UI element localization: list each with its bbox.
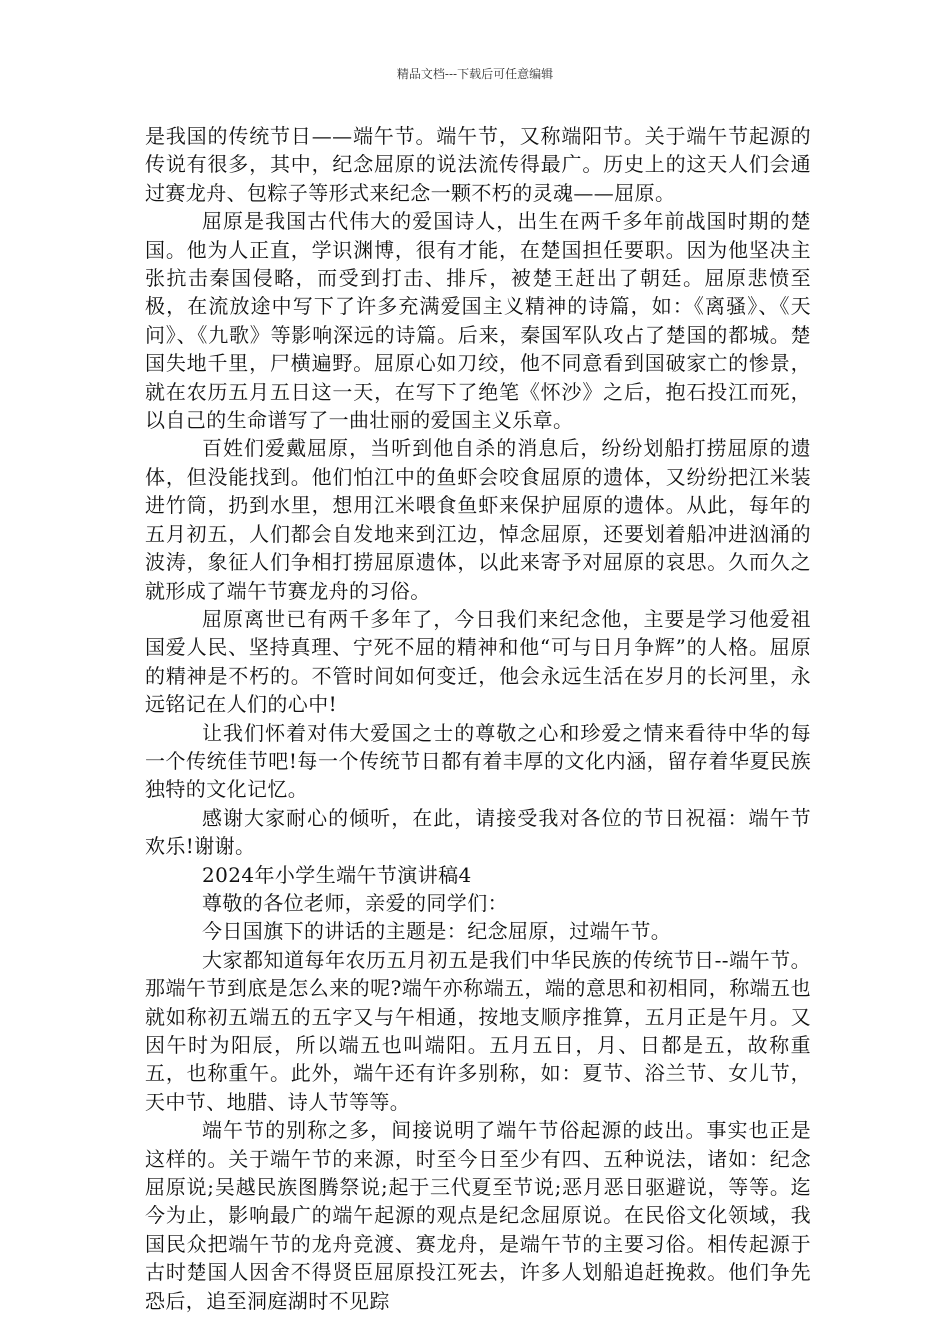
paragraph-3: 百姓们爱戴屈原，当听到他自杀的消息后，纷纷划船打捞屈原的遗体，但没能找到。他们怕江中的鱼虾会咬食屈原的遗体，又纷纷把江米装进竹筒，扔到水里，想用江米喂食鱼虾来保护屈原的遗体。从此，每年的五月初五，人们都会自发地来到江边，悼念屈原，还要划着船冲进汹涌的波涛，象征人们争相打捞屈原遗体，以此来寄予对屈原的哀思。久而久之就形成了端午节赛龙舟的习俗。 xyxy=(145,436,811,603)
paragraph-2: 屈原是我国古代伟大的爱国诗人，出生在两千多年前战国时期的楚国。他为人正直，学识渊博，很有才能，在楚国担任要职。因为他坚决主张抗击秦国侵略，而受到打击、排斥，被楚王赶出了朝廷。屈原悲愤至极，在流放途中写下了许多充满爱国主义精神的诗篇，如：《离骚》、《天问》、《九歌》等影响深远的诗篇。后来，秦国军队攻占了楚国的都城。楚国失地千里，尸横遍野。屈原心如刀绞，他不同意看到国破家亡的惨景，就在农历五月五日这一天，在写下了绝笔《怀沙》之后，抱石投江而死，以自己的生命谱写了一曲壮丽的爱国主义乐章。 xyxy=(145,209,811,433)
document-body xyxy=(145,122,811,1315)
paragraph-9: 端午节的别称之多，间接说明了端午节俗起源的歧出。事实也正是这样的。关于端午节的来源，时至今日至少有四、五种说法，诸如：纪念屈原说;吴越民族图腾祭说;起于三代夏至节说;恶月恶日驱避说，等等。迄今为止，影响最广的端午起源的观点是纪念屈原说。在民俗文化领域，我国民众把端午节的龙舟竞渡、赛龙舟，是端午节的主要习俗。相传起源于古时楚国人因舍不得贤臣屈原投江死去，许多人划船追赶挽救。他们争先恐后，追至洞庭湖时不见踪 xyxy=(145,1118,811,1313)
paragraph-5: 让我们怀着对伟大爱国之士的尊敬之心和珍爱之情来看待中华的每一个传统佳节吧!每一个传统节日都有着丰厚的文化内涵，留存着华夏民族独特的文化记忆。 xyxy=(145,720,811,802)
paragraph-4: 屈原离世已有两千多年了，今日我们来纪念他，主要是学习他爱祖国爱人民、坚持真理、宁死不屈的精神和他“可与日月争辉”的人格。屈原的精神是不朽的。不管时间如何变迁，他会永远生活在岁月的长河里，永远铭记在人们的心中! xyxy=(145,606,811,717)
paragraph-7: 今日国旗下的讲话的主题是：纪念屈原，过端午节。 xyxy=(202,919,672,944)
paragraph-6: 感谢大家耐心的倾听，在此，请接受我对各位的节日祝福：端午节欢乐!谢谢。 xyxy=(145,805,811,859)
page-header: 精品文档---下载后可任意编辑 xyxy=(396,67,554,81)
salutation: 尊敬的各位老师，亲爱的同学们： xyxy=(202,890,508,915)
section-title: 2024年小学生端午节演讲稿4 xyxy=(202,862,472,887)
paragraph-8: 大家都知道每年农历五月初五是我们中华民族的传统节日--端午节。那端午节到底是怎么来的呢?端午亦称端五，端的意思和初相同，称端五也就如称初五端五的五字又与午相通，按地支顺序推算，五月正是午月。又因午时为阳辰，所以端五也叫端阳。五月五日，月、日都是五，故称重五，也称重午。此外，端午还有许多别称，如：夏节、浴兰节、女儿节，天中节、地腊、诗人节等等。 xyxy=(145,947,811,1114)
paragraph-1: 是我国的传统节日——端午节。端午节，又称端阳节。关于端午节起源的传说有很多，其中，纪念屈原的说法流传得最广。历史上的这天人们会通过赛龙舟、包粽子等形式来纪念一颗不朽的灵魂——屈原。 xyxy=(145,124,811,205)
